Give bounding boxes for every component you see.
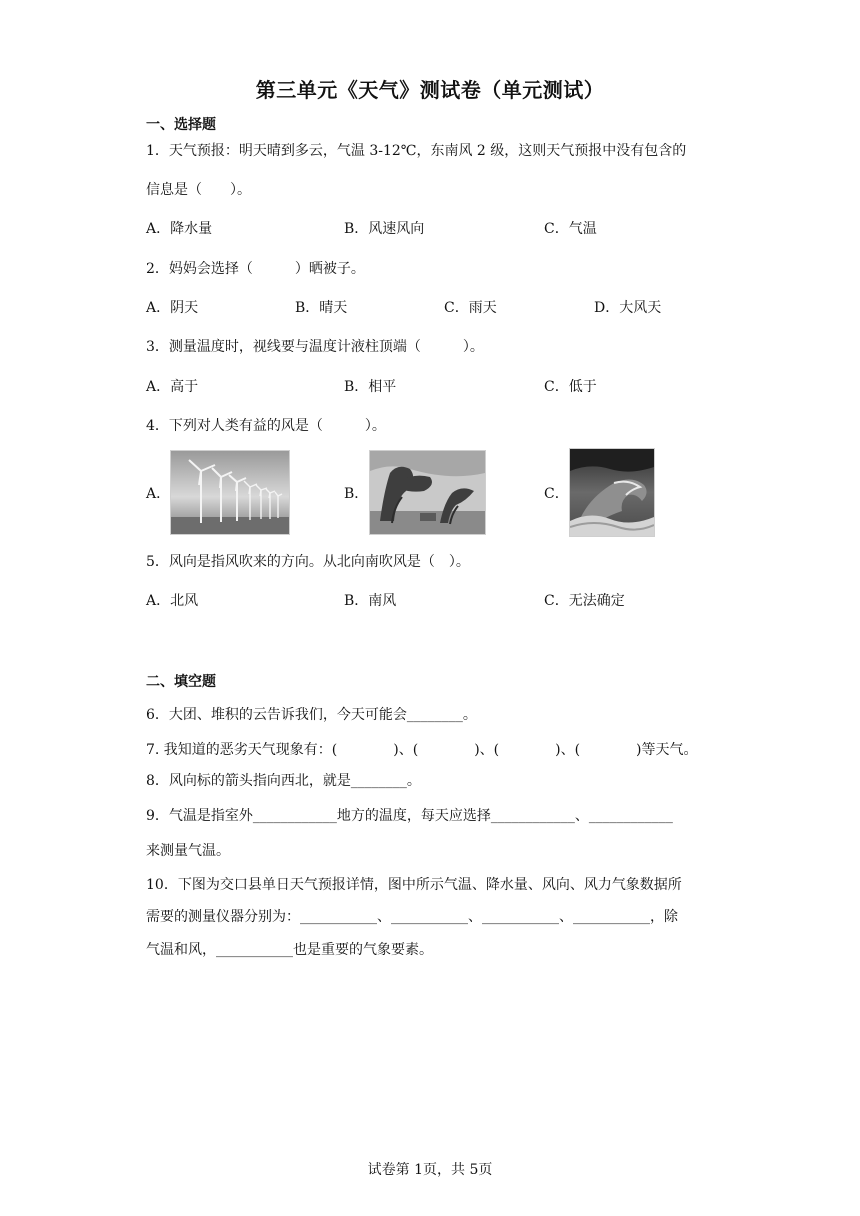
tidal-wave-photo bbox=[569, 448, 655, 537]
question-1-option-c: C．气温 bbox=[544, 221, 597, 237]
question-2-option-b: B．晴天 bbox=[295, 300, 348, 316]
question-5-option-c: C．无法确定 bbox=[544, 593, 625, 609]
storm-trees-photo bbox=[369, 450, 486, 535]
question-2-option-c: C．雨天 bbox=[444, 300, 497, 316]
question-5-option-b: B．南风 bbox=[344, 593, 397, 609]
question-3-option-c: C．低于 bbox=[544, 379, 597, 395]
question-1-stem-line2: 信息是（ ）。 bbox=[146, 182, 251, 198]
question-4-option-b: B． bbox=[344, 486, 369, 502]
question-4-option-a: A． bbox=[146, 486, 171, 502]
section-heading-fill: 二、填空题 bbox=[146, 674, 216, 690]
question-8: 8．风向标的箭头指向西北，就是________。 bbox=[146, 773, 421, 789]
question-9-line1: 9．气温是指室外____________地方的温度，每天应选择____________、____________ bbox=[146, 808, 673, 824]
question-3-option-b: B．相平 bbox=[344, 379, 397, 395]
question-5-option-a: A．北风 bbox=[146, 593, 199, 609]
question-1-option-b: B．风速风向 bbox=[344, 221, 425, 237]
question-5-stem: 5．风向是指风吹来的方向。从北向南吹风是（ ）。 bbox=[146, 554, 470, 570]
question-1-option-a: A．降水量 bbox=[146, 221, 213, 237]
question-10-line1: 10．下图为交口县单日天气预报详情，图中所示气温、降水量、风向、风力气象数据所 bbox=[146, 877, 682, 893]
question-3-option-a: A．高于 bbox=[146, 379, 199, 395]
question-9-line2: 来测量气温。 bbox=[146, 843, 230, 859]
page-title: 第三单元《天气》测试卷（单元测试） bbox=[255, 78, 605, 102]
question-10-line2: 需要的测量仪器分别为：___________、___________、___________、___________，除 bbox=[146, 909, 678, 925]
question-4-option-c: C． bbox=[544, 486, 569, 502]
question-7: 7. 我知道的恶劣天气现象有：( )、( )、( )、( )等天气。 bbox=[146, 742, 698, 758]
question-2-option-a: A．阴天 bbox=[146, 300, 199, 316]
wind-turbines-photo bbox=[170, 450, 290, 535]
question-2-option-d: D．大风天 bbox=[594, 300, 662, 316]
question-2-stem: 2．妈妈会选择（ ）晒被子。 bbox=[146, 261, 365, 277]
question-3-stem: 3．测量温度时，视线要与温度计液柱顶端（ ）。 bbox=[146, 339, 484, 355]
question-10-line3: 气温和风，___________也是重要的气象要素。 bbox=[146, 942, 433, 958]
question-1-stem-line1: 1．天气预报：明天晴到多云，气温 3-12℃，东南风 2 级，这则天气预报中没有包含的 bbox=[146, 143, 687, 159]
section-heading-choice: 一、选择题 bbox=[146, 117, 216, 133]
question-6: 6．大团、堆积的云告诉我们，今天可能会________。 bbox=[146, 707, 477, 723]
page-footer: 试卷第 1页，共 5页 bbox=[367, 1162, 493, 1178]
question-4-stem: 4．下列对人类有益的风是（ ）。 bbox=[146, 418, 386, 434]
